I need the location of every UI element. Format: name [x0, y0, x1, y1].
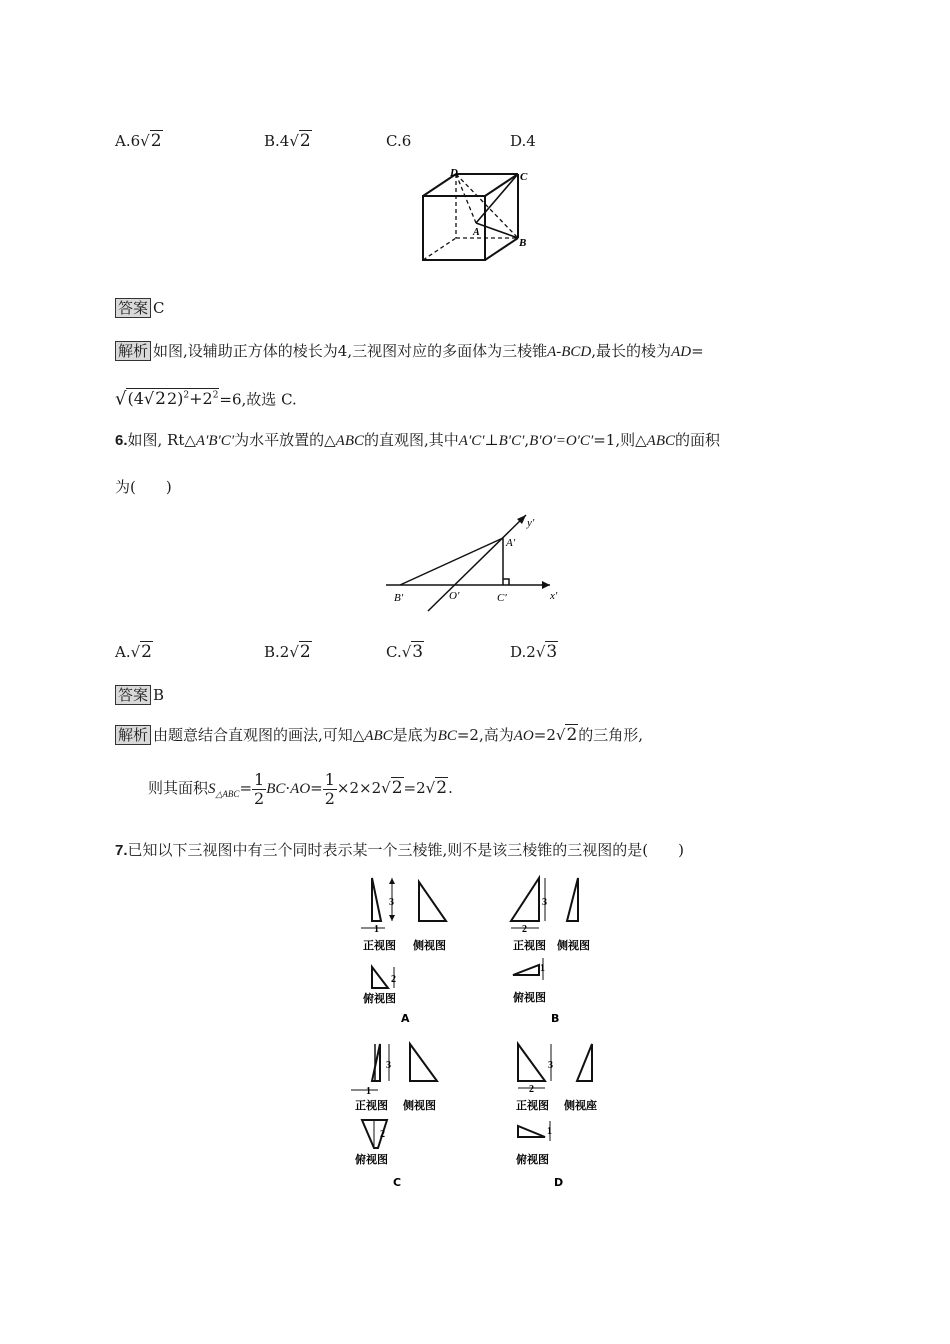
svg-text:正视图: 正视图	[513, 939, 546, 952]
svg-text:侧视图: 侧视图	[403, 1099, 436, 1112]
sqrt-symbol: √2	[555, 725, 578, 745]
svg-text:3: 3	[548, 1060, 553, 1071]
option-label: A.6	[115, 132, 141, 150]
option-letter-d[interactable]: D	[554, 1176, 564, 1189]
label-y: y′	[527, 517, 535, 529]
svg-text:侧视图: 侧视图	[557, 939, 590, 952]
three-views-a	[355, 870, 465, 1028]
label-x: x′	[550, 590, 558, 602]
svg-text:3: 3	[386, 1060, 391, 1071]
q5-analysis: 解析 如图,设辅助正方体的棱长为4,三视图对应的多面体为三棱锥A-BCD,最长的棱为AD=	[115, 341, 704, 362]
three-views-b	[505, 870, 615, 1028]
q5-formula: $√(4√22)^2+2^2=6$,故选 C.	[115, 388, 297, 410]
sqrt-symbol: √2	[289, 642, 311, 662]
svg-text:正视图: 正视图	[363, 939, 396, 952]
analysis-tag: 解析	[115, 725, 151, 745]
q6-answer	[115, 685, 164, 705]
svg-text:侧视座: 侧视座	[564, 1099, 597, 1112]
q5-option-b[interactable]	[264, 131, 312, 151]
option-letter-c[interactable]: C	[393, 1176, 402, 1189]
cube-figure	[410, 165, 545, 265]
q6-area-formula: 则其面积$S_{\triangle ABC}=$ $\frac{1}{2}$ BC·AO= $\frac{1}{2}$ ×2×2√2=2√2.	[148, 769, 453, 808]
svg-text:1: 1	[540, 963, 545, 974]
svg-text:俯视图: 俯视图	[513, 991, 546, 1004]
three-views-c	[345, 1036, 455, 1194]
option-letter-b[interactable]: B	[551, 1012, 560, 1025]
svg-text:2: 2	[529, 1084, 534, 1095]
answer-value: B	[153, 686, 165, 704]
svg-text:2: 2	[380, 1129, 385, 1140]
analysis-tag: 解析	[115, 341, 151, 361]
q7-stem: 7.已知以下三视图中有三个同时表示某一个三棱锥,则不是该三棱锥的三视图的是( )	[115, 841, 684, 859]
svg-text:正视图: 正视图	[516, 1099, 549, 1112]
label-o: O′	[449, 590, 460, 602]
q5-option-d[interactable]: D.4	[510, 132, 536, 150]
svg-text:3: 3	[389, 897, 394, 908]
q5-answer	[115, 298, 165, 318]
q6-option-c[interactable]: C.√3	[386, 642, 424, 662]
answer-tag: 答案	[115, 685, 151, 705]
svg-text:2: 2	[522, 924, 527, 935]
vertex-label-a: A	[473, 227, 480, 238]
q6-stem: 6.如图, Rt△A′B′C′为水平放置的△ABC的直观图,其中A′C′⊥B′C′,B′O′=O′C′=1,则△ABC的面积	[115, 431, 721, 449]
svg-text:正视图: 正视图	[355, 1099, 388, 1112]
label-a: A′	[506, 537, 516, 549]
svg-text:3: 3	[542, 897, 547, 908]
label-b: B′	[394, 592, 404, 604]
sqrt-symbol: √2	[140, 131, 162, 151]
sqrt-symbol: √2	[381, 778, 403, 798]
option-letter-a[interactable]: A	[401, 1012, 410, 1025]
svg-text:俯视图: 俯视图	[363, 992, 396, 1005]
answer-tag: 答案	[115, 298, 151, 318]
outer-radicand: $(4√22)^2+2^2$	[127, 389, 219, 410]
answer-value: C	[153, 299, 165, 317]
three-views-d	[510, 1036, 620, 1194]
q6-option-d[interactable]: D.2√3	[510, 642, 558, 662]
svg-text:2: 2	[391, 974, 396, 985]
sqrt-symbol: √2	[425, 778, 448, 798]
oblique-figure	[380, 508, 580, 613]
q6-stem-line2: 为( )	[115, 478, 172, 496]
sqrt-symbol: √2	[130, 642, 152, 662]
fraction-half: $\frac{1}{2}$	[254, 769, 265, 808]
svg-text:侧视图: 侧视图	[413, 939, 446, 952]
option-label: B.4	[264, 132, 290, 150]
question-number: 6.	[115, 432, 128, 449]
vertex-label-d: D	[450, 167, 458, 179]
q5-option-a[interactable]	[115, 131, 163, 151]
svg-text:1: 1	[366, 1086, 371, 1097]
svg-text:俯视图: 俯视图	[355, 1153, 388, 1166]
inner-sqrt-symbol: √	[143, 389, 155, 409]
svg-text:俯视图: 俯视图	[516, 1153, 549, 1166]
svg-text:1: 1	[547, 1126, 552, 1137]
q6-analysis: 解析 由题意结合直观图的画法,可知△ABC是底为BC=2,高为AO=2√2的三角形,	[115, 725, 643, 746]
x-axis-arrow	[542, 581, 550, 589]
vertex-label-b: B	[519, 237, 527, 249]
q5-option-c[interactable]: C.6	[386, 132, 412, 150]
question-number: 7.	[115, 842, 128, 859]
outer-sqrt-symbol: √	[115, 388, 127, 410]
svg-text:1: 1	[374, 924, 379, 935]
sqrt-symbol: √2	[289, 131, 311, 151]
sqrt-symbol: √3	[535, 642, 558, 662]
fraction-half: $\frac{1}{2}$	[324, 769, 335, 808]
vertex-label-c: C	[520, 171, 528, 183]
q6-option-b[interactable]: B.2√2	[264, 642, 311, 662]
q6-option-a[interactable]: A.√2	[115, 642, 152, 662]
label-c: C′	[497, 592, 507, 604]
sqrt-symbol: √3	[401, 642, 424, 662]
